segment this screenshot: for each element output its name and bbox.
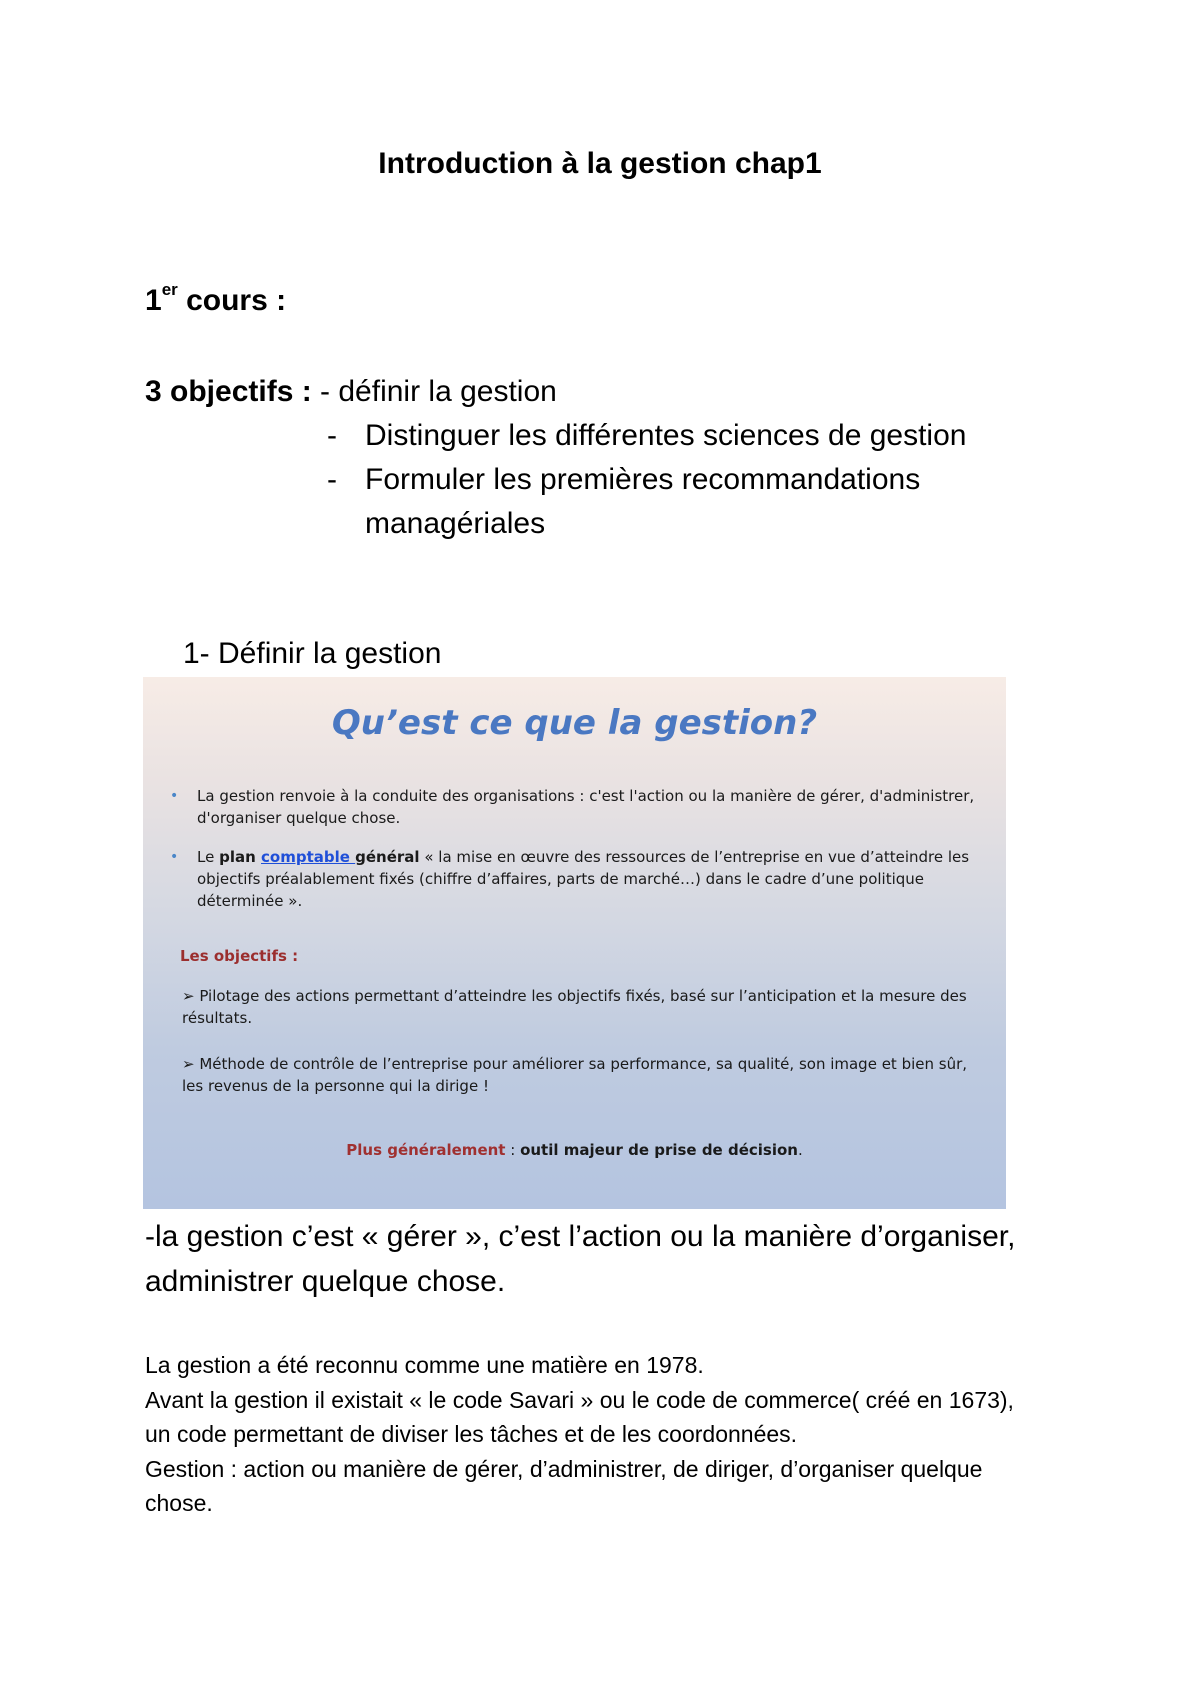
course-heading [145, 280, 287, 318]
objective-row-2 [145, 414, 967, 458]
history-line-1: La gestion a été reconnu comme une matière en 1978. [145, 1352, 704, 1378]
definition-paragraph: -la gestion c’est « gérer », c’est l’action ou la manière d’organiser, administrer quelque chose. [145, 1220, 1016, 1298]
slide-arrow-item-1-text: Pilotage des actions permettant d’atteindre les objectifs fixés, basé sur l’anticipation et la mesure des résultats. [182, 987, 967, 1027]
history-paragraph [145, 1348, 1045, 1521]
arrow-bullet-icon: ➢ [182, 1055, 200, 1073]
history-line-3: Gestion : action ou manière de gérer, d’administrer, de diriger, d’organiser quelque chose. [145, 1455, 983, 1516]
slide-bullet-1-text: La gestion renvoie à la conduite des organisations : c'est l'action ou la manière de gérer, d'administrer, d'organiser quelque chose. [197, 787, 975, 827]
bullet2-plan: plan [219, 848, 261, 866]
conclusion-rest: outil majeur de prise de décision [520, 1141, 798, 1159]
slide-objectives-heading: Les objectifs : [180, 947, 299, 965]
course-suffix: er [161, 280, 178, 299]
objective-item-3-continuation: managériales [365, 507, 546, 540]
document-title: Introduction à la gestion chap1 [378, 147, 822, 180]
bullet2-le: Le [197, 848, 220, 866]
conclusion-end: . [797, 1141, 803, 1159]
slide-title: Qu’est ce que la gestion? [331, 703, 818, 743]
embedded-slide-image [143, 677, 1006, 1209]
bullet-dot-icon: • [170, 849, 179, 865]
objectives-first-row [145, 370, 557, 414]
objective-item-1: - définir la gestion [311, 375, 557, 408]
objective-row-3 [145, 458, 921, 502]
course-label: cours : [177, 284, 287, 317]
slide-arrow-item-2 [182, 1053, 982, 1097]
objectives-label: 3 objectifs : [145, 375, 312, 408]
dash-marker: - [327, 463, 337, 496]
section-heading: 1- Définir la gestion [183, 637, 442, 670]
bullet2-general: général [355, 848, 420, 866]
bullet-dot-icon: • [170, 788, 179, 804]
course-number: 1 [145, 284, 162, 317]
objective-item-2: Distinguer les différentes sciences de gestion [365, 419, 967, 452]
arrow-bullet-icon: ➢ [182, 987, 200, 1005]
objective-item-3: Formuler les premières recommandations [365, 463, 921, 496]
slide-conclusion [143, 1141, 1006, 1159]
dash-marker: - [327, 419, 337, 452]
objective-row-3-cont [145, 502, 557, 546]
history-line-2: Avant la gestion il existait « le code Savari » ou le code de commerce( créé en 1673), un code permettant de diviser les tâches et de les coordonnées. [145, 1386, 1014, 1447]
slide-arrow-item-1 [182, 985, 982, 1029]
slide-arrow-item-2-text: Méthode de contrôle de l’entreprise pour améliorer sa performance, sa qualité, son image et bien sûr, les revenus de la personne qui la dirige ! [182, 1055, 968, 1095]
slide-bullet-2-text [197, 846, 977, 912]
conclusion-separator: : [505, 1141, 521, 1159]
bullet2-rest: « la mise en œuvre des ressources de l’entreprise en vue d’atteindre les objectifs préalablement fixés (chiffre d’affaires, parts de marché…) dans le cadre d’une politique déterminée ». [197, 848, 970, 910]
objectives-block [145, 370, 967, 546]
conclusion-lead: Plus généralement [346, 1141, 506, 1159]
comptable-link[interactable]: comptable [261, 848, 356, 866]
